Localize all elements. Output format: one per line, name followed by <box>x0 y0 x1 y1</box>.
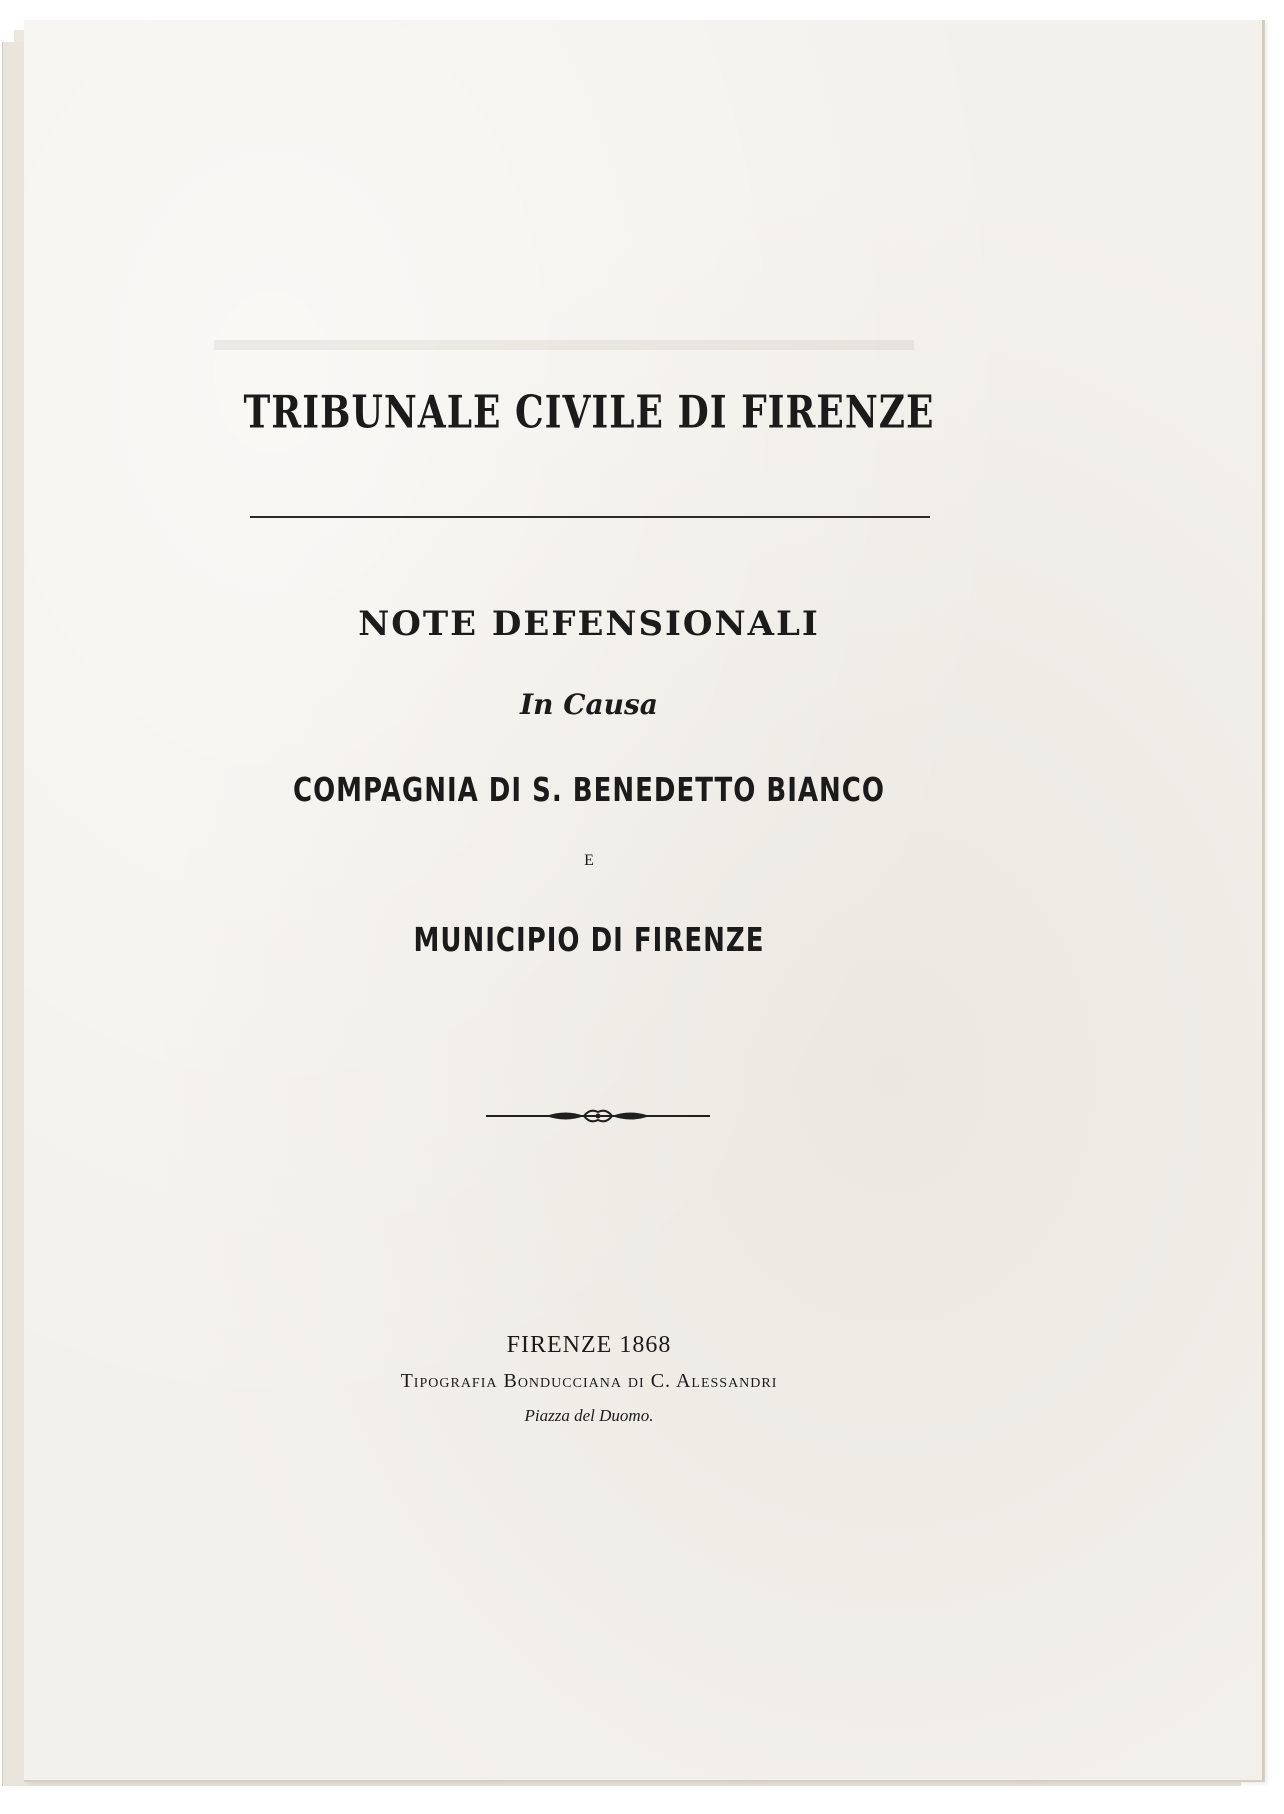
title-page <box>24 20 1264 1782</box>
ornamental-rule-icon <box>486 1106 710 1126</box>
printer-line: Tipografia Bonducciana di C. Alessandri <box>400 1370 778 1392</box>
conjunction: E <box>584 852 594 869</box>
horizontal-rule <box>250 516 930 518</box>
document-title: NOTE DEFENSIONALI <box>358 604 820 644</box>
page-content <box>24 20 1154 1780</box>
court-heading: TRIBUNALE CIVILE DI FIRENZE <box>243 386 935 439</box>
in-causa-line: In Causa <box>520 688 658 721</box>
second-party: MUNICIPIO DI FIRENZE <box>413 922 765 960</box>
place-and-year: FIRENZE 1868 <box>506 1332 672 1358</box>
first-party: COMPAGNIA DI S. BENEDETTO BIANCO <box>293 772 885 810</box>
printer-address: Piazza del Duomo. <box>524 1406 654 1425</box>
